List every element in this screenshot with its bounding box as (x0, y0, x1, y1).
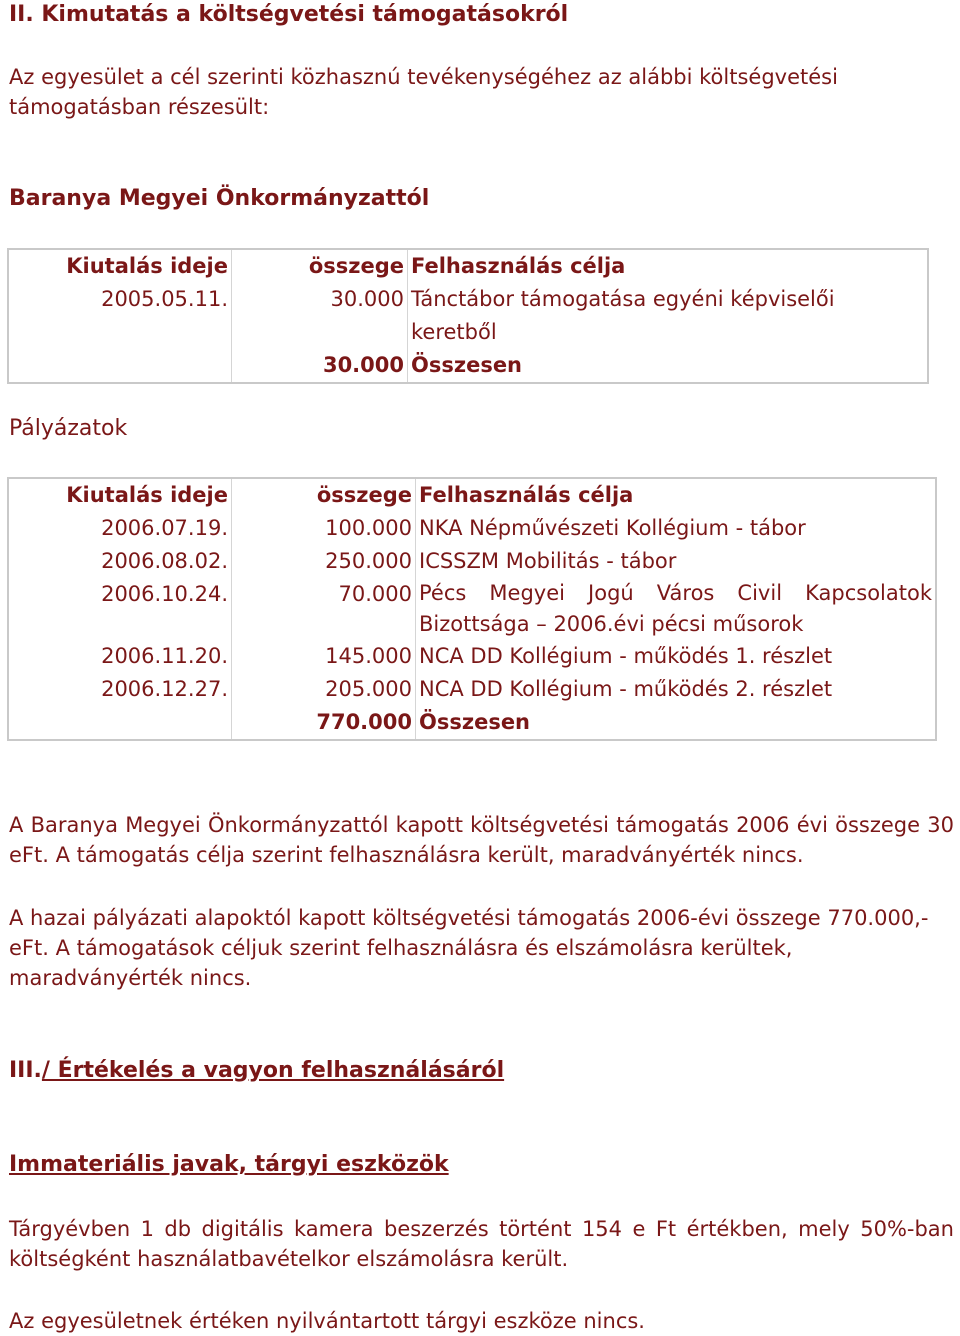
table-row (9, 640, 935, 673)
cell-purpose: ICSSZM Mobilitás - tábor (415, 545, 935, 578)
header-date: Kiutalás ideje (66, 483, 228, 507)
header-purpose: Felhasználás célja (415, 479, 935, 512)
cell-date: 2006.07.19. (101, 516, 228, 540)
cell-purpose: NCA DD Kollégium - működés 1. részlet (415, 640, 935, 673)
cell-total-label: Összesen (407, 349, 927, 382)
assets-none-paragraph: Az egyesületnek értéken nyilvántartott tárgyi eszköze nincs. (9, 1309, 645, 1333)
cell-amount: 100.000 (231, 512, 415, 545)
cell-date (9, 349, 231, 382)
cell-purpose: NKA Népművészeti Kollégium - tábor (415, 512, 935, 545)
subheading-county: Baranya Megyei Önkormányzattól (9, 186, 430, 211)
section3-number: III. (9, 1058, 42, 1083)
cell-purpose: Tánctábor támogatása egyéni képviselői keretből (407, 283, 927, 349)
table-row (9, 673, 935, 706)
grants-paragraph: A hazai pályázati alapoktól kapott költségvetési támogatás 2006-évi összege 770.000,- eFt. A támogatások céljuk szerint felhasználásra és elszámolásra kerültek, maradványérték nincs. (9, 906, 929, 990)
table-row (9, 545, 935, 578)
cell-date: 2006.12.27. (101, 677, 228, 701)
county-support-paragraph: A Baranya Megyei Önkormányzattól kapott költségvetési támogatás 2006 évi összege 30 eFt. A támogatás célja szerint felhasználásra került, maradványérték nincs. (9, 813, 954, 867)
cell-amount: 70.000 (231, 578, 415, 640)
section-heading: II. Kimutatás a költségvetési támogatásokról (9, 2, 569, 27)
cell-purpose: Pécs Megyei Jogú Város Civil Kapcsolatok Bizottsága – 2006.évi pécsi műsorok (415, 578, 935, 640)
cell-amount: 250.000 (231, 545, 415, 578)
header-date: Kiutalás ideje (66, 254, 228, 278)
table-total-row (9, 349, 927, 382)
intro-paragraph: Az egyesület a cél szerinti közhasznú tevékenységéhez az alábbi költségvetési támogatásban részesült: (9, 65, 838, 119)
table-row (9, 512, 935, 545)
section3-heading (9, 1058, 504, 1083)
cell-date (9, 706, 231, 739)
header-amount: összege (231, 250, 407, 283)
cell-amount: 30.000 (231, 283, 407, 349)
header-purpose: Felhasználás célja (407, 250, 927, 283)
header-amount: összege (231, 479, 415, 512)
subheading-grants: Pályázatok (9, 416, 128, 441)
cell-total-amount: 30.000 (231, 349, 407, 382)
table-row (9, 283, 927, 349)
cell-total-amount: 770.000 (231, 706, 415, 739)
cell-amount: 205.000 (231, 673, 415, 706)
table-row (9, 578, 935, 640)
cell-total-label: Összesen (415, 706, 935, 739)
table-county-support (7, 248, 929, 384)
assets-paragraph: Tárgyévben 1 db digitális kamera beszerzés történt 154 e Ft értékben, mely 50%-ban költségként használatbavételkor elszámolásra került. (9, 1217, 954, 1271)
cell-date: 2006.08.02. (101, 549, 228, 573)
cell-purpose: NCA DD Kollégium - működés 2. részlet (415, 673, 935, 706)
cell-date: 2006.11.20. (101, 644, 228, 668)
table-header-row (9, 479, 935, 512)
section3-title: / Értékelés a vagyon felhasználásáról (41, 1058, 505, 1083)
cell-date: 2006.10.24. (101, 582, 228, 606)
table-grants (7, 477, 937, 741)
cell-date: 2005.05.11. (101, 287, 228, 311)
table-header-row (9, 250, 927, 283)
cell-amount: 145.000 (231, 640, 415, 673)
subheading-assets: Immateriális javak, tárgyi eszközök (9, 1152, 449, 1177)
table-total-row (9, 706, 935, 739)
